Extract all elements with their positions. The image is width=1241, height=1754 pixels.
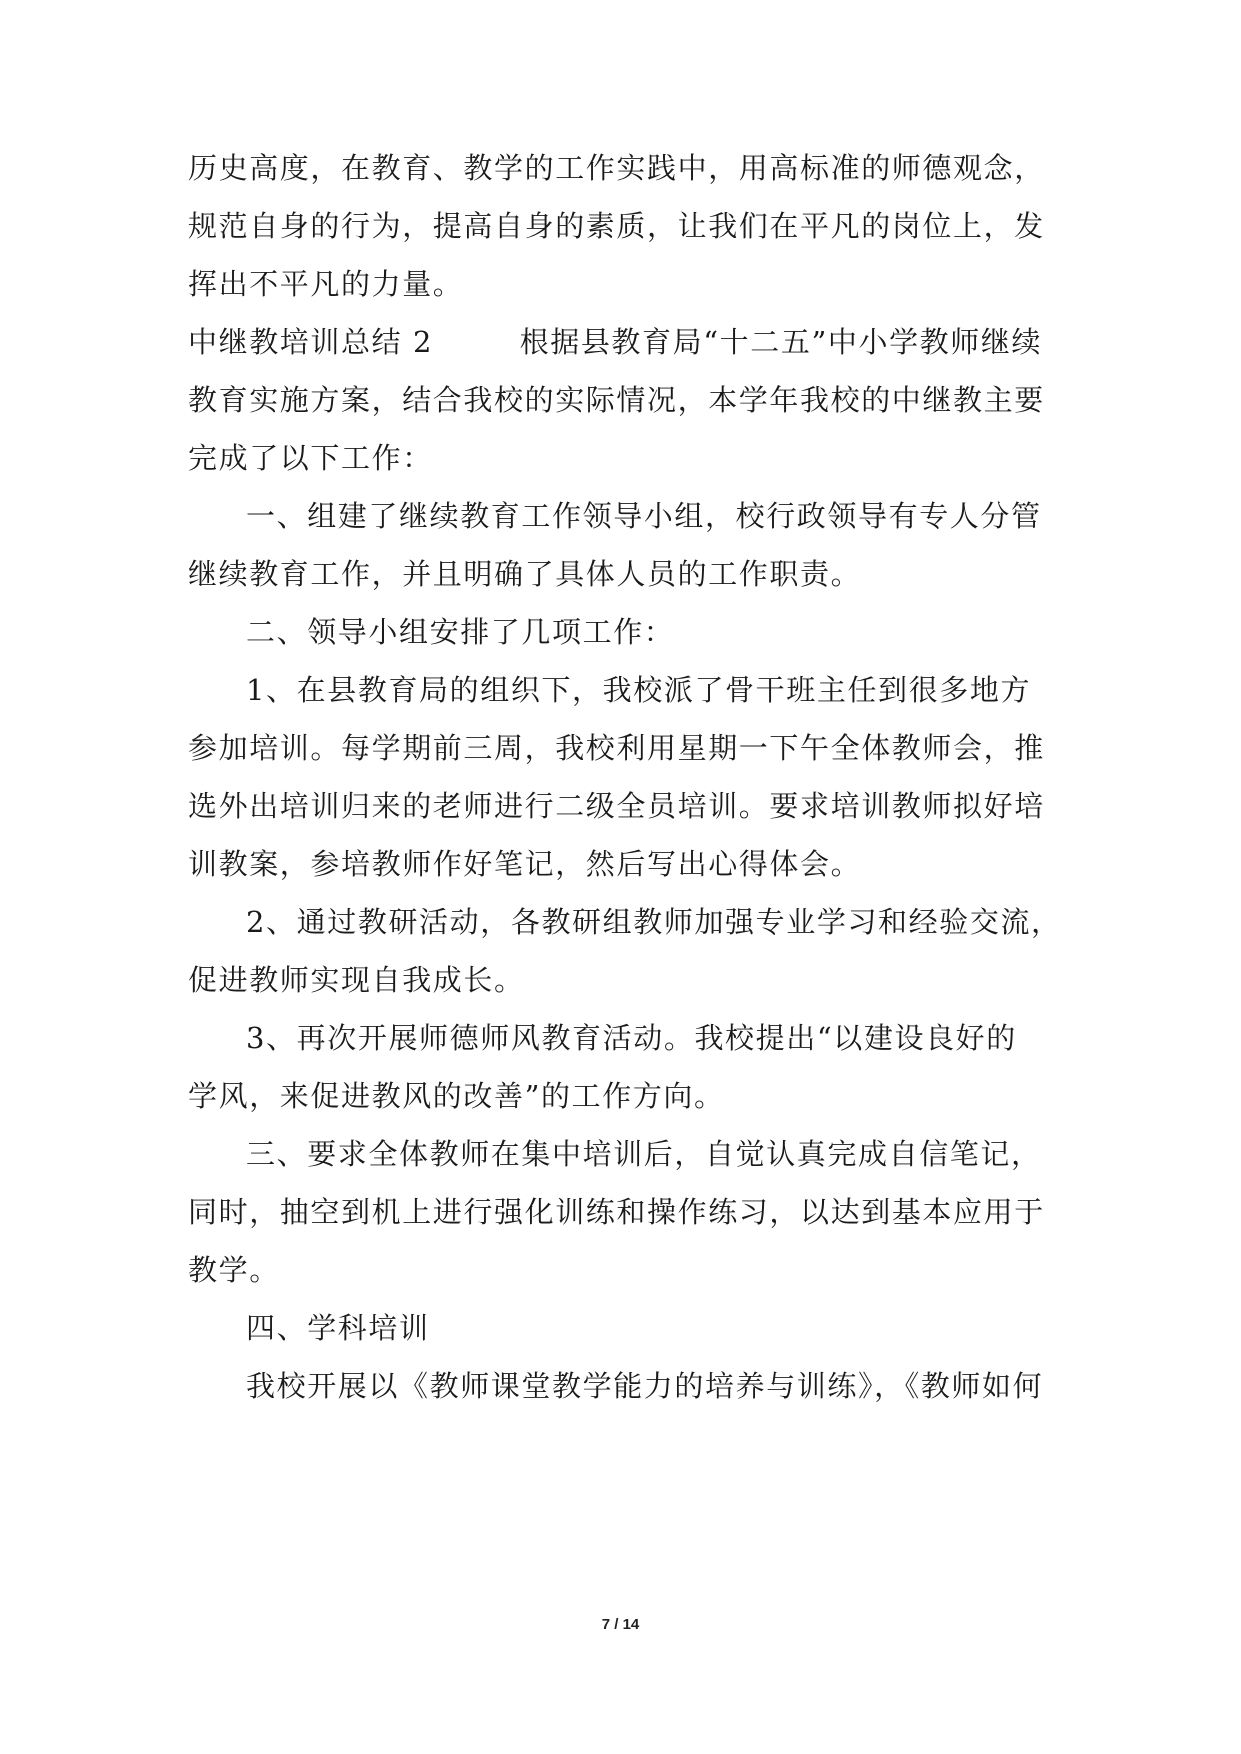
paragraph-start-line: 1、在县教育局的组织下，我校派了骨干班主任到很多地方 [246,673,1032,707]
paragraph-start-line: 2、通过教研活动，各教研组教师加强专业学习和经验交流， [246,905,1062,939]
text-line: 教学。 [188,1253,280,1287]
paragraph-start-line: 3、再次开展师德师风教育活动。我校提出“以建设良好的 [246,1021,1017,1055]
text-line: 学风，来促进教风的改善”的工作方向。 [188,1079,725,1113]
text-line: 训教案，参培教师作好笔记，然后写出心得体会。 [188,847,862,881]
text-line: 教育实施方案，结合我校的实际情况，本学年我校的中继教主要 [188,383,1045,417]
section-heading-line: 中继教培训总结 2 根据县教育局“十二五”中小学教师继续 [188,325,1043,359]
text-line: 完成了以下工作： [188,441,433,475]
text-line: 促进教师实现自我成长。 [188,963,525,997]
text-line: 参加培训。每学期前三周，我校利用星期一下午全体教师会，推 [188,731,1045,765]
text-line: 选外出培训归来的老师进行二级全员培训。要求培训教师拟好培 [188,789,1045,823]
text-line: 规范自身的行为，提高自身的素质，让我们在平凡的岗位上，发 [188,209,1045,243]
page-number: 7 / 14 [601,1616,640,1633]
text-line: 挥出不平凡的力量。 [188,267,464,301]
paragraph-start-line: 一、组建了继续教育工作领导小组，校行政领导有专人分管 [246,499,1042,533]
paragraph-start-line: 四、学科培训 [246,1311,430,1345]
text-line: 继续教育工作，并且明确了具体人员的工作职责。 [188,557,862,591]
text-line: 同时，抽空到机上进行强化训练和操作练习，以达到基本应用于 [188,1195,1045,1229]
paragraph-start-line: 我校开展以《教师课堂教学能力的培养与训练》，《教师如何 [246,1369,1044,1403]
paragraph-start-line: 三、要求全体教师在集中培训后，自觉认真完成自信笔记， [246,1137,1042,1171]
paragraph-start-line: 二、领导小组安排了几项工作： [246,615,675,649]
text-line: 历史高度，在教育、教学的工作实践中，用高标准的师德观念， [188,151,1045,185]
